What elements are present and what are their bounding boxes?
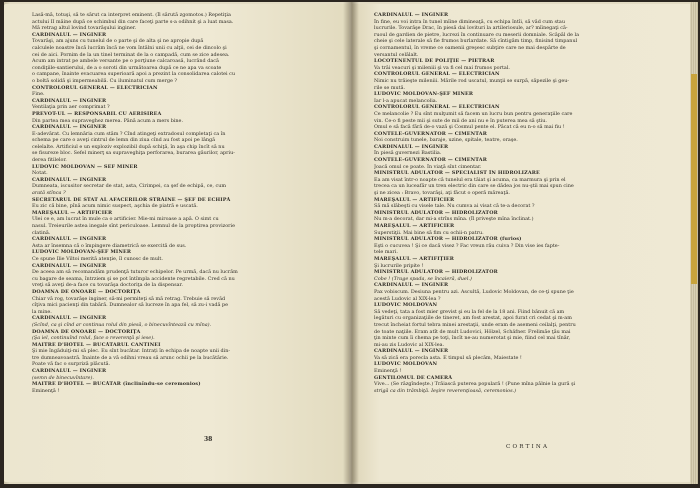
- dialogue-line: De aceea am să recomandăm prudenţă tuturor echipelor. Pe urmă, dacă nu lucrăm: [32, 269, 238, 276]
- dialogue-line: Şi lucrurile pripite !: [374, 262, 424, 269]
- dialogue-line: Joacă omul ce poate. În viaţă sînt cimentar.: [374, 163, 482, 170]
- dialogue-line: Ea am visat într-o noapte că tunelul era tăiat şi acuma, ca marmura şi prin el: [374, 176, 566, 183]
- dialogue-line: cheie şi cele laterale să fie frumos burlardate. Să cîntigăm timp, finisind timpanul: [374, 38, 578, 45]
- book-spine-shadow: [343, 2, 359, 484]
- speaker-label: SECRETARUL DE STAT AL AFACERILOR STRĂINE — ŞEF DE ECHIPĂ: [32, 196, 231, 203]
- dialogue-line: Nu m-a decorat, dar mi-a strîns mîna. (Îl priveşte mîna înclinat.): [374, 216, 534, 223]
- speaker-label: LOCOTENENTUL DE POLIŢIE — PIETRAR: [374, 58, 495, 65]
- dialogue-line: ruoul de gardien de pietre, lucrezi în continuare cu meserii domniale. Scăpăl de la: [374, 31, 579, 38]
- dialogue-line: şi ne zicea : Bravo, tovarăşi, aţi făcut o operă măreaţă.: [374, 190, 510, 197]
- dialogue-line: celelalte. Artificiul e un exploziv explozibil după schiţă, în aşa chip încît să nu: [32, 143, 225, 150]
- speaker-label: CARDINALUL — INGINER: [32, 368, 107, 375]
- dialogue-line: versantul celălalt.: [374, 51, 419, 58]
- right-page: [352, 4, 698, 482]
- speaker-label: GENTILOMUL DE CAMERĂ: [374, 374, 453, 381]
- stage-direction: (semn de binecuvîntare).: [32, 374, 94, 381]
- dialogue-line: Poate vă fac o surpriză plăcută.: [32, 361, 111, 368]
- stage-direction: arată stînca ?: [32, 190, 66, 197]
- speaker-label: CARDINALUL — INGINER: [32, 315, 107, 322]
- dialogue-line: derea fitilelor.: [32, 157, 67, 164]
- dialogue-line: Asta ar însemna că o împingere diametrică se exercită de sus.: [32, 242, 187, 249]
- dialogue-line: mi-au zis Ludovic al XIX-lea.: [374, 341, 445, 348]
- dialogue-line: ţin minte cum îi chema pe toţi, încît ne-au numerotat şi mie, fiind cel mai tînăr,: [374, 335, 571, 342]
- dialogue-line: Tovarăşi, am ajuns cu tunelul de o parte şi de alta şi ne apropie după: [32, 38, 204, 45]
- dialogue-line: Mă retrag altul lovind tovarăşului inginer.: [32, 25, 137, 32]
- speaker-label: CARDINALUL — INGINER: [32, 97, 107, 104]
- dialogue-line: vreţi să aveţi de-a face cu tovarăşa doctoriţa de la dispensar.: [32, 282, 183, 289]
- dialogue-line: se fisureze bloc. Sefel minerţ sa supraveghiţa perforarea, burarea găurilor, apriu-: [32, 150, 235, 157]
- dialogue-line: Noi construim tunele, baraje, uzine, spitale, teatre, oraşe.: [374, 137, 518, 144]
- dialogue-line: Pax vobiscum. Desiuna pentru azi. Ascultă, Ludovic Moldovan, de ce-ţi spune ţie: [374, 288, 574, 295]
- dialogue-line: Ce melancolie ? Eu sînt mulţumit să facem un lucru bun pentru generaţiile care: [374, 110, 573, 117]
- dialogue-line: Chiar vă rog, tovarăşe inginer, să-mi permiteţi să mă retrag. Trebuie să revăd: [32, 295, 226, 302]
- dialogue-line: Notat.: [32, 170, 48, 177]
- dialogue-line: actului II mâine după ce schimbul din care faceţi parte s-a odihnit şi a luat masa.: [32, 18, 234, 25]
- dialogue-line: Dumneata, iscusitor secretar de stat, asta, Cirimpei, ca şef de echipă, ce, cum: [32, 183, 226, 190]
- dialogue-line: clatină.: [32, 229, 51, 236]
- speaker-label: LUDOVIC MOLDOVAN-ŞEF MINER: [374, 91, 474, 98]
- dialogue-line: condiţiile-santierului, de a o soroti din următoarea după ce ne apa va scoate: [32, 64, 222, 71]
- dialogue-line: Ulei ce e, am lucrat în mule ca o artificier. Mie-mi miroase a apă. O simt cu: [32, 216, 219, 223]
- dialogue-line: trecut încheiat fortul tebra minei arestaţii, unde eram de asemeni ceilalţi, pentru: [374, 321, 576, 328]
- speaker-label: CARDINALUL — INGINER: [374, 282, 449, 289]
- dialogue-line: cei de aici. Pornim de la un tinel terminat de la o campadă, cum se zice adesea.: [32, 51, 230, 58]
- speaker-label: MINISTRUL ADULATOR — SPECIALIST ÎN HIDROLIZARE: [374, 170, 540, 177]
- stage-direction: (Şa iel, continuînd rolul, face o reverenţă şi iese).: [32, 335, 155, 342]
- speaker-label: CONTROLORUL GENERAL — ELECTRICIAN: [374, 71, 500, 78]
- speaker-label: CONTROLORUL GENERAL — ELECTRICIAN: [374, 104, 500, 111]
- dialogue-line: Din partea mea supraveghez merea. Până acum a mers bine.: [32, 117, 184, 124]
- speaker-label: DOAMNA DE ONOARE — DOCTORIŢA: [32, 328, 141, 335]
- speaker-label: MINISTRUL ADULATOR — HIDROLIZATOR (furios): [374, 236, 522, 243]
- dialogue-line: o boltă solidă şi impermeabilă. Cu iluminatul cum merge ?: [32, 77, 178, 84]
- dialogue-line: Vive... (Se răzgîndeşte.) Trăiască puterea populară ! (Pune mîna pâlnie la gură şi: [374, 381, 576, 388]
- dialogue-line: la mine.: [32, 308, 52, 315]
- dialogue-line: Va trăi veacuri şi mileniii şi va fi cel mai frumos portal.: [374, 64, 510, 71]
- speaker-label: MAREŞALUL — ARTIFICIER: [32, 209, 113, 216]
- speaker-label: MAREŞALUL — ARTIFICIER: [374, 196, 455, 203]
- dialogue-line: Eminenţă !: [374, 368, 402, 375]
- dialogue-line: Ce spune Ilie Viltoi merită atenţie, îl cunosc de mult.: [32, 255, 163, 262]
- speaker-label: CONTELE-GUVERNATOR — CIMENTAR: [374, 130, 487, 137]
- dialogue-line: Eminenţă !: [32, 387, 60, 394]
- curtain-label: CORTINA: [506, 444, 550, 450]
- stage-direction: Cobe ! (Trage spada, se încaieră, duel.): [374, 275, 472, 282]
- speaker-label: DOAMNA DE ONOARE — DOCTORIŢA: [32, 288, 141, 295]
- left-page-text: [32, 12, 334, 394]
- left-page: [4, 4, 349, 482]
- speaker-label: CARDINALUL — INGINER: [374, 12, 449, 18]
- speaker-label: CARDINALUL — INGINER: [32, 31, 107, 38]
- speaker-label: LUDOVIC MOLDOVAN-ŞEF MINER: [32, 249, 132, 256]
- dialogue-line: Eşti o cucuvea ! Şi ce dacă visez ? Fac vreun rău cuiva ? Din vise ies fapte-: [374, 242, 560, 249]
- bookmark-tab: [691, 74, 697, 284]
- dialogue-line: tre dumneavoastră. Înainte de a vă odihni vreau să arunc ochii pe la bucătărie.: [32, 354, 229, 361]
- open-book: [4, 2, 698, 484]
- dialogue-line: Fine.: [32, 91, 45, 98]
- right-page-text: [374, 12, 680, 394]
- dialogue-line: nasul. Treieurile astea inegale sînt periculoase. Lemnul de la proptirea provizorie: [32, 223, 235, 229]
- dialogue-line: trecea ca un luceafăr un tren electric din care se dădea jos nu-ştii mai spun cine: [374, 183, 574, 190]
- speaker-label: CARDINALUL — INGINER: [374, 143, 449, 150]
- dialogue-line: Superstiţii. Mai bine să fim cu ochii-n patru.: [374, 229, 484, 236]
- dialogue-line: acestă Ludovic al XIX-lea ?: [374, 295, 441, 302]
- dialogue-line: legături cu organizaţiile de tineret, am fost arestat, apoi furat cri cedat şi m-am: [374, 315, 572, 322]
- dialogue-line: o campane, înainte evacuarea superioară apoi a prezint la consolidarea calotei cu: [32, 71, 236, 78]
- speaker-label: CARDINALUL — INGINER: [32, 236, 107, 243]
- speaker-label: LUDOVIC MOLDOVAN: [374, 361, 438, 368]
- speaker-label: CONTROLORUL GENERAL — ELECTRICIAN: [32, 84, 158, 91]
- speaker-label: MAITRE D'HÔTEL — BUCĂTARUL CANTINEI: [32, 341, 161, 348]
- dialogue-line: Omul e să facă fără de-o vază şi Cosmul pente el. Păcat că eu n-o să mai fiu !: [374, 124, 565, 131]
- dialogue-line: vin. Ce-o fi peste mii şi sute de mii de ani nu e în puterea mea să ştiu.: [374, 117, 547, 124]
- speaker-label: LUDOVIC MOLDOVAN: [374, 302, 438, 309]
- speaker-label: CONTELE-GUVERNATOR — CIMENTAR: [374, 157, 487, 164]
- dialogue-line: Nimic nu trăieşte mileniii. Mările rod uscatul, munţii se surpă, săpezile şi geu-: [374, 77, 570, 84]
- dialogue-line: cîţiva mici pacienţi din tabără. Dumnealor să lucreze în apa fel, să zu-i vadă pe: [32, 302, 228, 309]
- speaker-label: LUDOVIC MOLDOVAN — SEF MINER: [32, 163, 138, 170]
- dialogue-line: Iar l-a apucat melancolia.: [374, 97, 438, 104]
- stage-direction: strigă ca din trâmbiţă. Ieşire reverenţioasă, ceremonios.): [374, 387, 517, 394]
- dialogue-line: şi cornamentul, în vreme ce oamenii greşesc subţire care ne mai despărte de: [374, 44, 566, 51]
- speaker-label: PREVOT-UL — RESPONSABIL CU AERISIREA: [32, 110, 162, 117]
- dialogue-line: În piesă guvernezi Bastilia.: [374, 150, 442, 157]
- stage-direction: (Scînd, ca şi cînd ar continua rolul din piesă, o binecuvîntează cu mîna).: [32, 321, 212, 328]
- speaker-label: CARDINALUL — INGINER: [32, 124, 107, 131]
- dialogue-line: de toate naţiile. Eram atît de mult Ludovici, Hölzel, Schäfner. Frelimăe ţău mai: [374, 328, 571, 335]
- dialogue-line: tele mari.: [374, 249, 398, 256]
- speaker-label: MAREŞALUL — ARTIFICIER: [374, 223, 455, 229]
- speaker-label: CARDINALUL — INGINER: [32, 262, 107, 269]
- dialogue-line: lucrurile. Tovarăşe Drac, în piesă dai lovituri la artileriosule, ar? mîinegaţi că-: [374, 25, 568, 32]
- dialogue-line: schema pe care o aveţi cintrul de lemn din ziua cînd au fost apoi pe lângă: [32, 137, 216, 144]
- speaker-label: MINISTRUL ADULATOR — HIDROLIZATOR: [374, 209, 498, 216]
- speaker-label: CARDINALUL — INGINER: [32, 176, 107, 183]
- dialogue-line: Eu zic că bine, pînă acum nimic suspect, aşchia de piatră e uscată.: [32, 203, 198, 210]
- dialogue-line: cu bagare de seama, întrziem şi se pot întîmpla accidente regretabile. Cred că nu: [32, 275, 235, 282]
- dialogue-line: Ventilaţia prin aer comprimat ?: [32, 104, 110, 111]
- page-number: 38: [204, 436, 213, 443]
- speaker-label: MAREŞALUL — ARTIFIŢIER: [374, 255, 454, 262]
- dialogue-line: rile se mută.: [374, 84, 406, 91]
- dialogue-line: E-adevărat. Cu lemnăria cum stăm ? Cînd atingeţi extradosul completaţi ca în: [32, 130, 226, 137]
- dialogue-line: Lasă-mă, totuşi, să te sărut ca interpret eminent. (Îl sărută zgomotos.) Repetiţia: [32, 12, 231, 18]
- dialogue-line: Acum am intrat pe ambele versante pe o porţiune calcaroasă, lucrând dacă: [32, 58, 219, 65]
- dialogue-line: Să mă slăbeşti cu visele tale. Nu cumva ai visat că te-a decorat ?: [374, 203, 535, 210]
- speaker-label: CARDINALUL — INGINER: [374, 348, 449, 355]
- speaker-label: MINISTRUL ADULATOR — HIDROLIZATOR: [374, 269, 498, 276]
- speaker-label: MAITRE D'HÔTEL — BUCĂTAR (înclinîndu-se ceremonios): [32, 381, 201, 388]
- dialogue-line: Să vedeţi, tata a fost mier grevist şi eu la fel de la 18 ani. Fiind bănuit că am: [374, 308, 565, 315]
- dialogue-line: Şi mie îngăduiţi-mi să plec. Eu sînt bucătar. Intrați în echipa de noapte unii din-: [32, 348, 231, 355]
- dialogue-line: Va să zică era porecla asta. E timpul să plecăm, Maiestate !: [374, 354, 522, 361]
- dialogue-line: În fine, eu voi intra în tunel mîine dimineaţă, cu echipa întîi, să văd cum stau: [374, 18, 565, 25]
- dialogue-line: calculele noastre încă lucrăm încă ne vom întâlni unii cu alţii, cei de dincolo şi: [32, 44, 227, 51]
